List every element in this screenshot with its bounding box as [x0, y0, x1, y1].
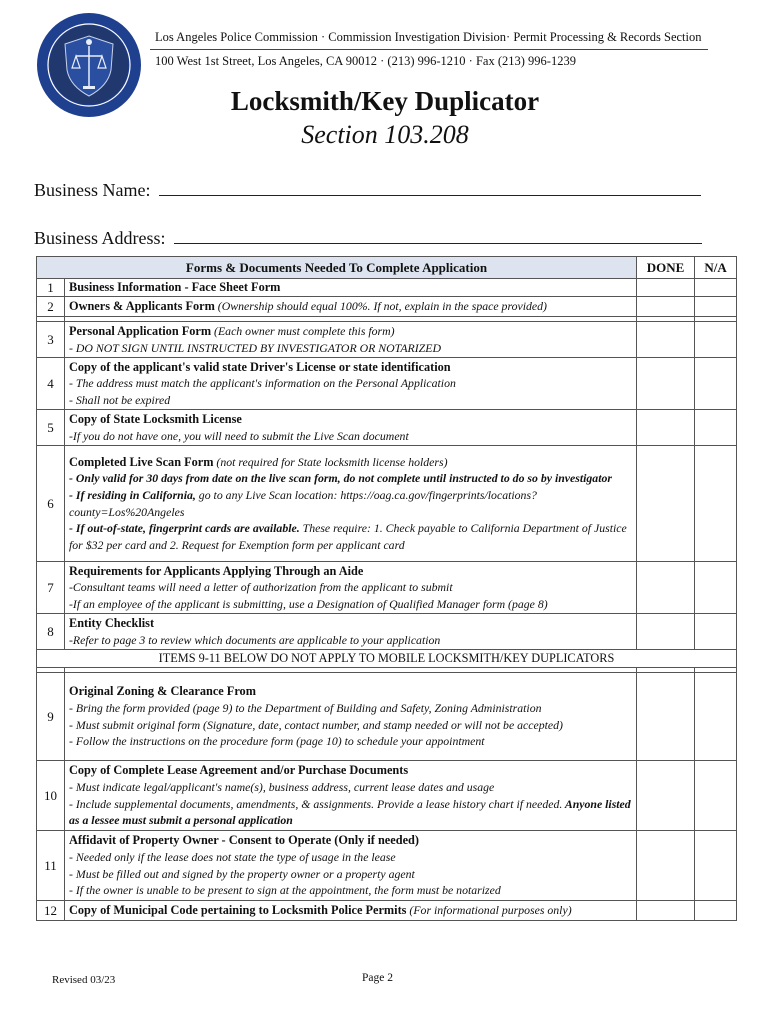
- table-header-done: DONE: [637, 257, 695, 279]
- row-description: [65, 279, 637, 297]
- na-checkbox[interactable]: [695, 761, 737, 831]
- na-checkbox[interactable]: [695, 358, 737, 410]
- row-description: [65, 901, 637, 921]
- table-row: [37, 410, 737, 446]
- row-detail: These require: 1. Check payable to California Department of Justice for $32 per card and 2. Request for Exemption form per applicant card: [69, 521, 627, 552]
- done-checkbox[interactable]: [637, 279, 695, 297]
- na-checkbox[interactable]: [695, 614, 737, 650]
- mobile-exclusion-banner-row: [37, 650, 737, 668]
- row-detail: - The address must match the applicant's information on the Personal Application: [69, 376, 456, 391]
- row-description: [65, 673, 637, 761]
- business-address-label: Business Address:: [34, 228, 166, 248]
- row-detail: - Must submit original form (Signature, date, contact number, and stamp needed or will not be accepted): [69, 717, 563, 732]
- row-detail-emphasis: Anyone listed as a lessee must submit a personal application: [69, 796, 631, 828]
- row-title: Owners & Applicants Form: [69, 299, 215, 314]
- page-number: Page 2: [362, 972, 393, 984]
- na-checkbox[interactable]: [695, 279, 737, 297]
- row-detail: -Refer to page 3 to review which documents are applicable to your application: [69, 632, 441, 647]
- row-detail: -If an employee of the applicant is submitting, use a Designation of Qualified Manager form (page 8): [69, 596, 548, 611]
- done-checkbox[interactable]: [637, 831, 695, 901]
- row-description: [65, 297, 637, 317]
- table-row: [37, 673, 737, 761]
- row-description: [65, 358, 637, 410]
- row-number: 1: [37, 279, 65, 297]
- table-row: [37, 297, 737, 317]
- row-description: [65, 446, 637, 562]
- document-title: Locksmith/Key Duplicator: [230, 86, 540, 116]
- row-number: 2: [37, 297, 65, 317]
- row-note: (For informational purposes only): [406, 903, 572, 918]
- row-detail-emphasis: - If out-of-state, fingerprint cards are available.: [69, 521, 300, 536]
- table-row: [37, 322, 737, 358]
- row-number: 6: [37, 446, 65, 562]
- row-description: [65, 410, 637, 446]
- row-description: [65, 761, 637, 831]
- row-detail: - Shall not be expired: [69, 392, 171, 407]
- document-subtitle: Section 103.208: [301, 120, 469, 149]
- row-detail: - Include supplemental documents, amendments, & assignments. Provide a lease history chart if needed.: [69, 796, 563, 811]
- na-checkbox[interactable]: [695, 410, 737, 446]
- header-divider: [150, 49, 708, 50]
- done-checkbox[interactable]: [637, 761, 695, 831]
- row-number: 8: [37, 614, 65, 650]
- row-title: Business Information - Face Sheet Form: [69, 280, 281, 295]
- na-checkbox[interactable]: [695, 562, 737, 614]
- done-checkbox[interactable]: [637, 358, 695, 410]
- table-row: [37, 761, 737, 831]
- done-checkbox[interactable]: [637, 673, 695, 761]
- row-note: (Ownership should equal 100%. If not, explain in the space provided): [214, 299, 547, 314]
- row-description: [65, 322, 637, 358]
- row-detail: - If the owner is unable to be present to sign at the appointment, the form must be notarized: [69, 883, 501, 898]
- row-number: 11: [37, 831, 65, 901]
- done-checkbox[interactable]: [637, 901, 695, 921]
- row-detail: - Must indicate legal/applicant's name(s), business address, current lease dates and usage: [69, 779, 495, 794]
- agency-header-line: Los Angeles Police Commission · Commission Investigation Division· Permit Processing & Records Section: [155, 30, 702, 44]
- row-title: Original Zoning & Clearance From: [69, 684, 256, 699]
- agency-address-line: 100 West 1st Street, Los Angeles, CA 90012 · (213) 996-1210 · Fax (213) 996-1239: [155, 54, 576, 68]
- row-detail-emphasis: - If residing in California,: [69, 487, 196, 502]
- row-title: Copy of Municipal Code pertaining to Locksmith Police Permits: [69, 903, 407, 918]
- row-detail: -Consultant teams will need a letter of authorization from the applicant to submit: [69, 580, 453, 595]
- row-detail: - Must be filled out and signed by the property owner or a property agent: [69, 866, 415, 881]
- table-row: [37, 358, 737, 410]
- done-checkbox[interactable]: [637, 446, 695, 562]
- row-number: 10: [37, 761, 65, 831]
- done-checkbox[interactable]: [637, 614, 695, 650]
- row-title: Personal Application Form: [69, 323, 212, 338]
- row-note: (not required for State locksmith license holders): [213, 454, 448, 469]
- row-description: [65, 831, 637, 901]
- table-row: [37, 831, 737, 901]
- row-number: 7: [37, 562, 65, 614]
- na-checkbox[interactable]: [695, 901, 737, 921]
- row-title: Copy of Complete Lease Agreement and/or Purchase Documents: [69, 763, 409, 778]
- row-detail: - Bring the form provided (page 9) to the Department of Building and Safety, Zoning Administration: [69, 700, 542, 715]
- business-name-line[interactable]: [159, 179, 701, 196]
- row-title: Copy of State Locksmith License: [69, 411, 242, 426]
- row-title: Copy of the applicant's valid state Driver's License or state identification: [69, 359, 451, 374]
- table-row: [37, 279, 737, 297]
- done-checkbox[interactable]: [637, 322, 695, 358]
- row-detail: - Needed only if the lease does not state the type of usage in the lease: [69, 849, 396, 864]
- na-checkbox[interactable]: [695, 297, 737, 317]
- table-row: [37, 614, 737, 650]
- done-checkbox[interactable]: [637, 297, 695, 317]
- row-note: (Each owner must complete this form): [211, 323, 395, 338]
- table-row: [37, 446, 737, 562]
- table-header-row: [37, 257, 737, 279]
- row-detail: -If you do not have one, you will need to submit the Live Scan document: [69, 428, 409, 443]
- done-checkbox[interactable]: [637, 410, 695, 446]
- business-address-line[interactable]: [174, 227, 702, 244]
- done-checkbox[interactable]: [637, 562, 695, 614]
- na-checkbox[interactable]: [695, 446, 737, 562]
- revision-date: Revised 03/23: [52, 974, 116, 986]
- row-detail: - DO NOT SIGN UNTIL INSTRUCTED BY INVESTIGATOR OR NOTARIZED: [69, 340, 441, 355]
- business-name-label: Business Name:: [34, 180, 151, 200]
- row-title: Requirements for Applicants Applying Through an Aide: [69, 563, 364, 578]
- table-row: [37, 562, 737, 614]
- table-row: [37, 901, 737, 921]
- documents-checklist-table: [36, 256, 737, 921]
- business-address-field[interactable]: [34, 227, 702, 249]
- row-description: [65, 562, 637, 614]
- row-title: Completed Live Scan Form: [69, 454, 214, 469]
- row-detail: - Follow the instructions on the procedure form (page 10) to schedule your appointment: [69, 734, 485, 749]
- row-title: Affidavit of Property Owner - Consent to Operate (Only if needed): [69, 833, 419, 848]
- row-number: 12: [37, 901, 65, 921]
- row-description: [65, 614, 637, 650]
- business-name-field[interactable]: [34, 179, 701, 201]
- row-title: Entity Checklist: [69, 615, 155, 630]
- table-header-forms: Forms & Documents Needed To Complete Application: [37, 257, 637, 279]
- na-checkbox[interactable]: [695, 673, 737, 761]
- mobile-exclusion-banner: ITEMS 9-11 BELOW DO NOT APPLY TO MOBILE LOCKSMITH/KEY DUPLICATORS: [37, 650, 737, 668]
- row-number: 9: [37, 673, 65, 761]
- row-detail: - Only valid for 30 days from date on the live scan form, do not complete until instructed to do so by investigator: [69, 471, 612, 486]
- na-checkbox[interactable]: [695, 831, 737, 901]
- table-header-na: N/A: [695, 257, 737, 279]
- na-checkbox[interactable]: [695, 322, 737, 358]
- row-number: 5: [37, 410, 65, 446]
- row-number: 4: [37, 358, 65, 410]
- row-detail: go to any Live Scan location: https://oag.ca.gov/fingerprints/locations?county=Los%20Angeles: [69, 487, 537, 519]
- row-number: 3: [37, 322, 65, 358]
